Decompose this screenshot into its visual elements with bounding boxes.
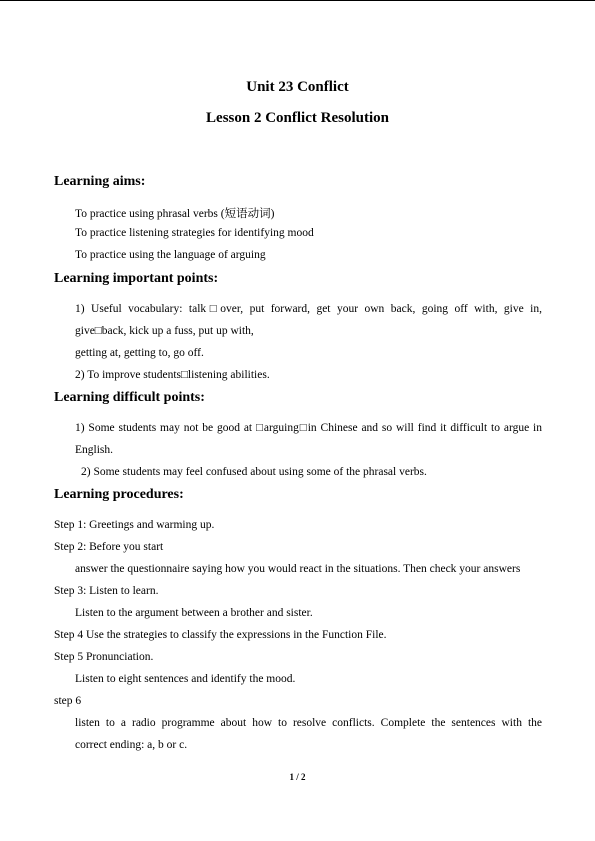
heading-learning-procedures: Learning procedures:	[54, 487, 184, 502]
procedure-line: step 6	[54, 695, 82, 707]
difficult-line: 1) Some students may not be good at □arguing□in Chinese and so will find it difficult to argue in	[75, 422, 542, 434]
document-subtitle: Lesson 2 Conflict Resolution	[206, 110, 389, 126]
procedure-line: Step 3: Listen to learn.	[54, 585, 159, 597]
aim-item: To practice listening strategies for identifying mood	[75, 227, 314, 239]
procedure-line: answer the questionnaire saying how you would react in the situations. Then check your answers	[75, 563, 521, 575]
procedure-line: Step 5 Pronunciation.	[54, 651, 154, 663]
procedure-line: Step 1: Greetings and warming up.	[54, 519, 215, 531]
procedure-line: Listen to the argument between a brother and sister.	[75, 607, 313, 619]
procedure-line: listen to a radio programme about how to resolve conflicts. Complete the sentences with the	[75, 717, 542, 729]
procedure-line: correct ending: a, b or c.	[75, 739, 188, 751]
procedure-line: Step 4 Use the strategies to classify the expressions in the Function File.	[54, 629, 387, 641]
difficult-line: 2) Some students may feel confused about using some of the phrasal verbs.	[81, 466, 427, 478]
procedure-line: Listen to eight sentences and identify the mood.	[75, 673, 296, 685]
aim-item: To practice using the language of arguing	[75, 249, 266, 261]
difficult-line: English.	[75, 444, 114, 456]
important-line: 1) Useful vocabulary: talk□over, put forward, get your own back, going off with, give in,	[75, 303, 542, 315]
important-line: 2) To improve students□listening abilities.	[75, 369, 270, 381]
important-line: give□back, kick up a fuss, put up with,	[75, 325, 254, 337]
important-line: getting at, getting to, go off.	[75, 347, 204, 359]
heading-difficult-points: Learning difficult points:	[54, 390, 205, 405]
procedure-line: Step 2: Before you start	[54, 541, 164, 553]
aim-item: To practice using phrasal verbs (短语动词)	[75, 208, 275, 220]
heading-important-points: Learning important points:	[54, 271, 219, 286]
heading-learning-aims: Learning aims:	[54, 174, 146, 189]
top-border-line	[0, 0, 595, 1]
page-number: 1 / 2	[289, 772, 306, 782]
document-title: Unit 23 Conflict	[246, 79, 349, 95]
